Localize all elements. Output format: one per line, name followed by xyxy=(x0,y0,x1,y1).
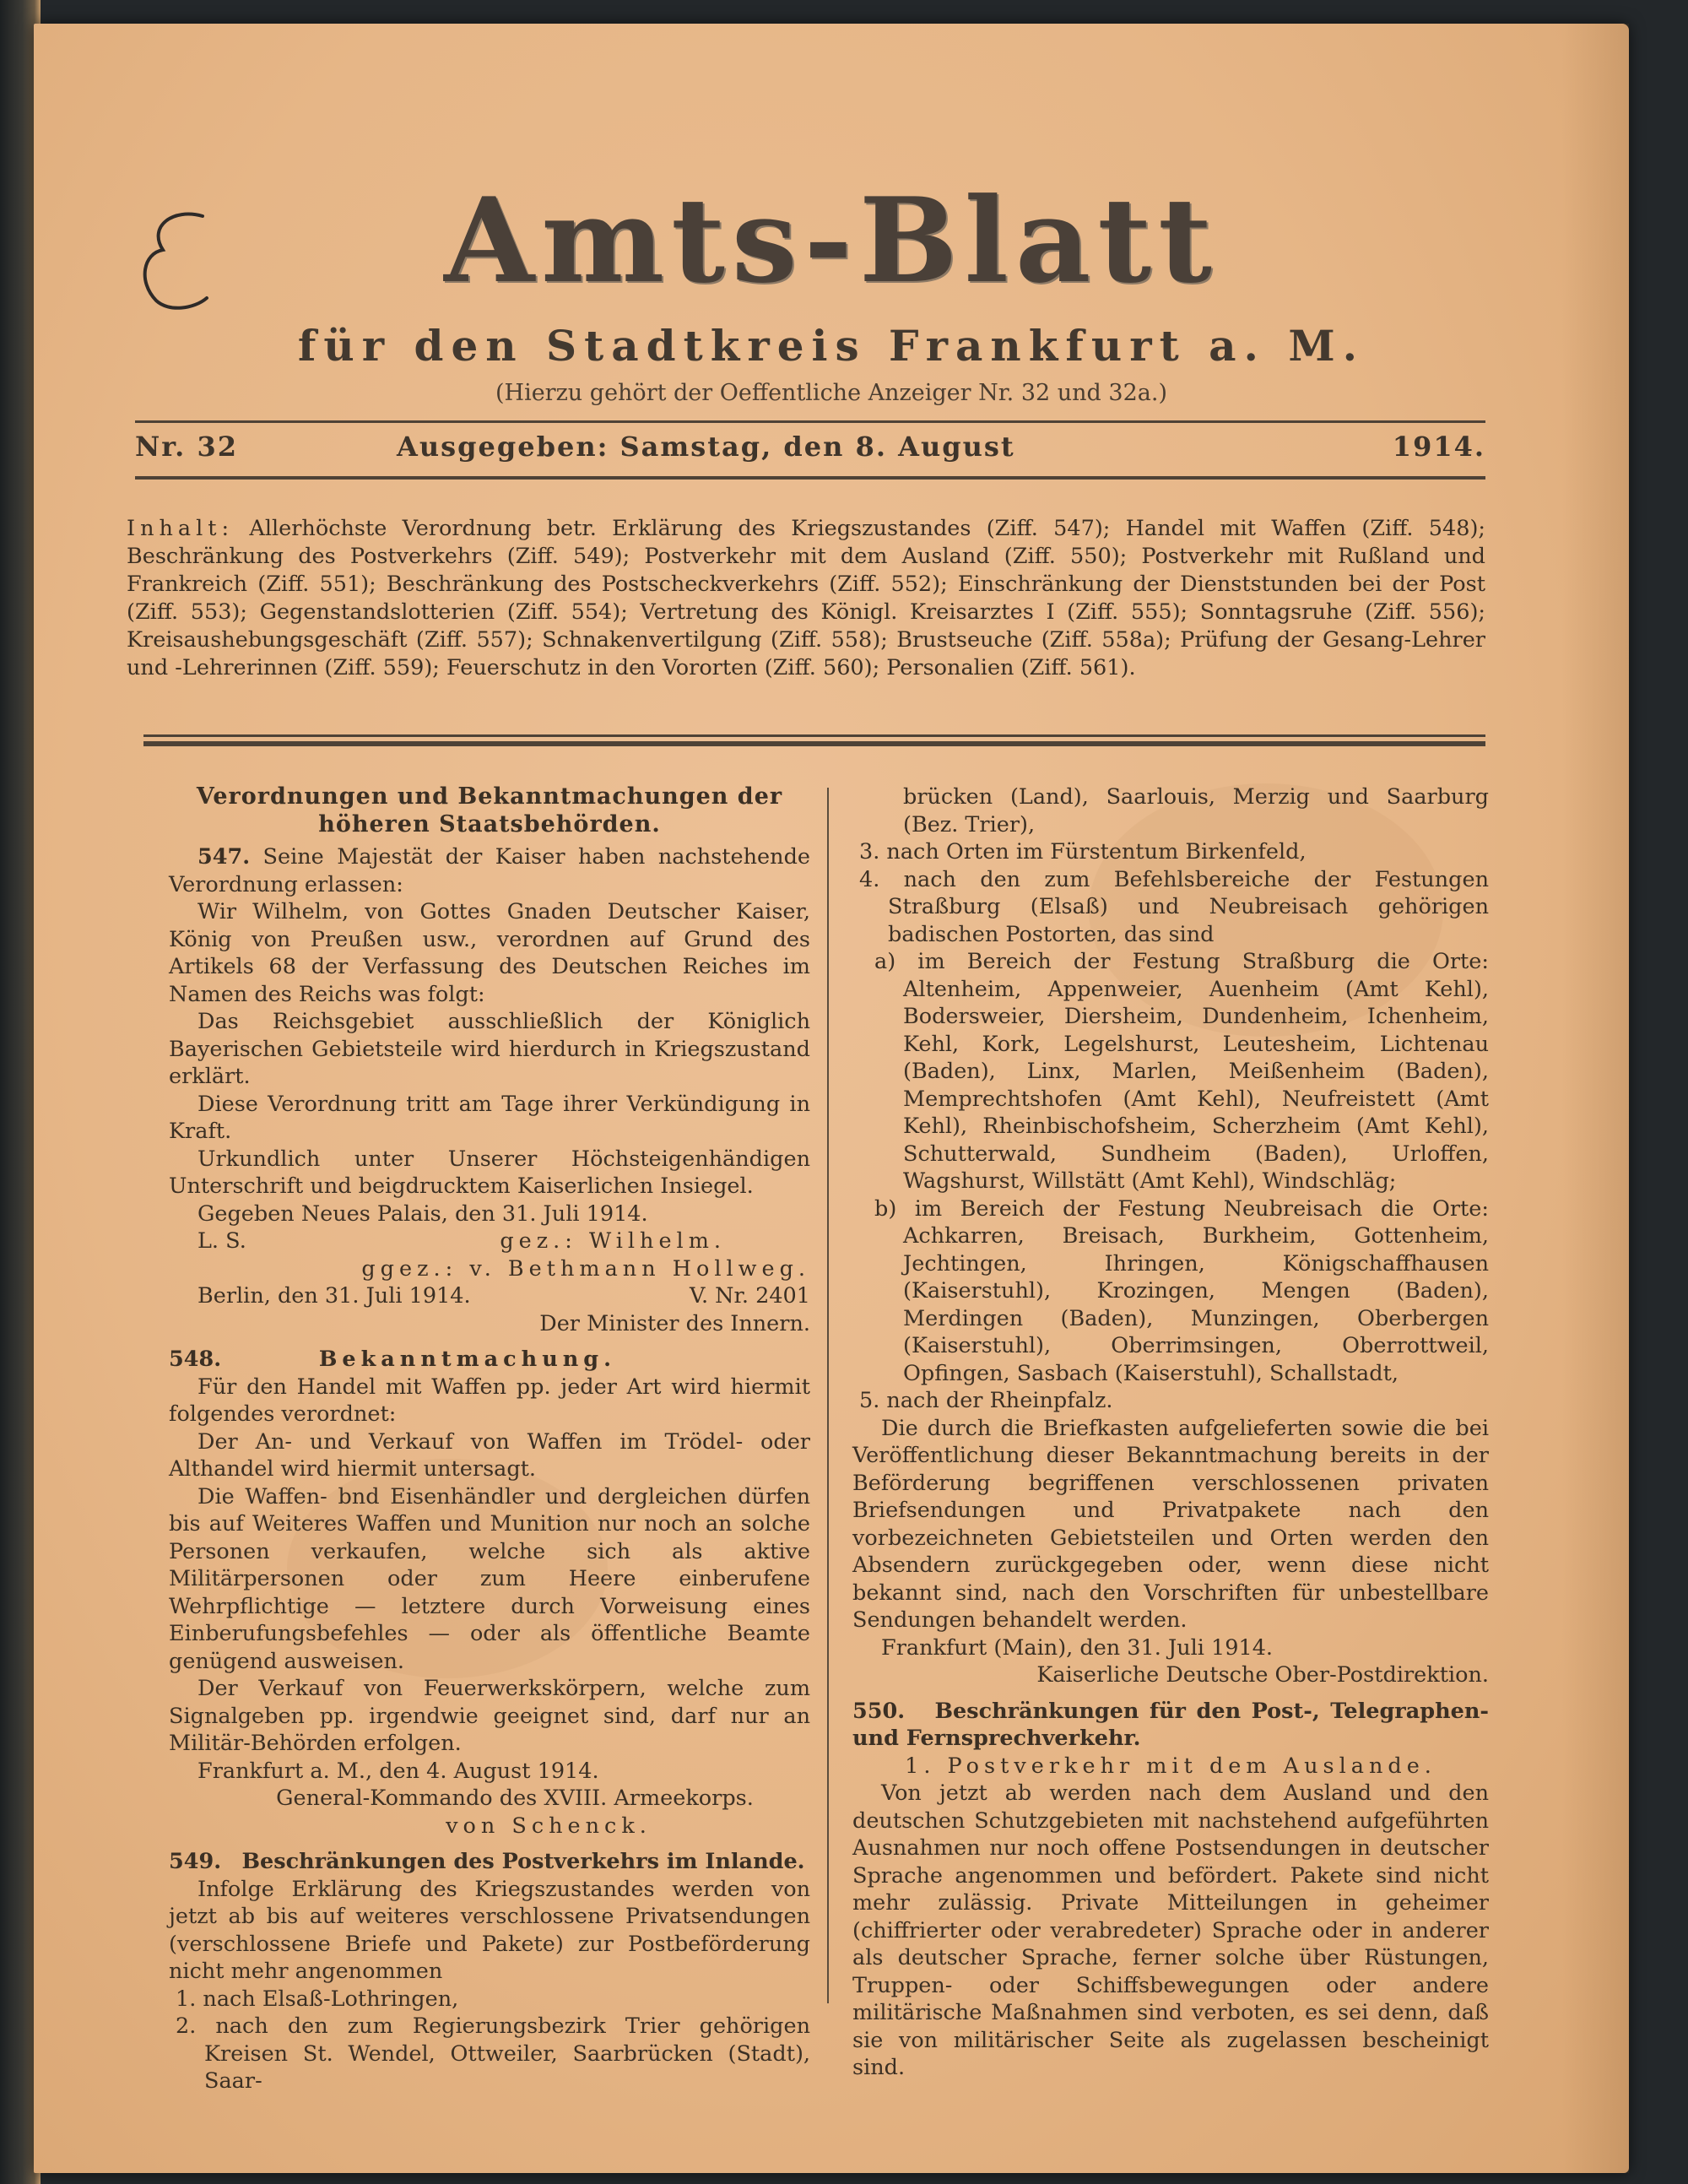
masthead-supplement-note: (Hierzu gehört der Oeffentliche Anzeiger Nr. 32 und 32a.) xyxy=(495,380,1167,406)
signature-row xyxy=(169,1282,810,1310)
header-rule-bottom xyxy=(135,476,1485,480)
place-date: Frankfurt (Main), den 31. Juli 1914. xyxy=(881,1634,1274,1661)
signature: von Schenck. xyxy=(446,1813,652,1839)
header-rule-top xyxy=(135,420,1485,423)
paragraph: Die Waffen- bnd Eisenhändler und dergleichen dürfen bis auf Weiteres Waffen und Munition nur noch an solche Personen verkaufen, welche sich als aktive Militärpersonen oder zum Heere einberufene Wehrpflichtige — letztere durch Vorweisung eines Einberufungsbefehles — oder als öffentliche Beamte genügend ausweisen. xyxy=(169,1483,810,1674)
sub-list-item: b) im Bereich der Festung Neubreisach die Orte: Achkarren, Breisach, Burkheim, Gottenheim, Jechtingen, Ihringen, Königschaffhausen (Kaiserstuhl), Krozingen, Mengen (Baden), Merdingen (Baden), Munzingen, Oberbergen (Kaiserstuhl), Oberrimsingen, Oberrottweil, Opfingen, Sasbach (Kaiserstuhl), Schallstadt, xyxy=(874,1195,1489,1386)
paragraph: Das Reichsgebiet ausschließlich der Königlich Bayerischen Gebietsteile wird hierdurch in Kriegszustand erklärt. xyxy=(169,1009,810,1089)
place-date: Frankfurt a. M., den 4. August 1914. xyxy=(197,1758,599,1784)
paragraph: Urkundlich unter Unserer Höchsteigenhändigen Unterschrift und beigdrucktem Kaiserlichen Insiegel. xyxy=(169,1146,810,1199)
notice-number: 548. xyxy=(169,1347,222,1372)
place-date: Berlin, den 31. Juli 1914. xyxy=(197,1283,471,1309)
masthead-title: Amts-Blatt xyxy=(444,171,1219,309)
paragraph: Diese Verordnung tritt am Tage ihrer Verkündigung in Kraft. xyxy=(169,1091,810,1144)
signature: Der Minister des Innern. xyxy=(539,1310,810,1336)
given-line: Gegeben Neues Palais, den 31. Juli 1914. xyxy=(197,1200,648,1227)
paragraph-547-intro xyxy=(169,843,810,898)
signature-row xyxy=(169,1227,810,1255)
sub-heading: 1. Postverkehr mit dem Auslande. xyxy=(905,1753,1436,1779)
notice-text: Seine Majestät der Kaiser haben nachstehende Verordnung erlassen: xyxy=(169,844,810,897)
list-item-continuation: brücken (Land), Saarlouis, Merzig und Saarburg (Bez. Trier), xyxy=(903,784,1489,837)
signature: General-Kommando des XVIII. Armeekorps. xyxy=(276,1786,754,1811)
issue-number: Nr. 32 xyxy=(135,431,238,463)
toc-text: Allerhöchste Verordnung betr. Erklärung des Kriegszustandes (Ziff. 547); Handel mit Waffen (Ziff. 548); Beschränkung des Postverkehrs (Ziff. 549); Postverkehr mit dem Ausland (Ziff. 550); Postverkehr mit Rußland und Frankreich (Ziff. 551); Beschränkung des Postscheckverkehrs (Ziff. 552); Einschränkung der Dienststunden bei der Post (Ziff. 553); Gegenstandslotterien (Ziff. 554); Vertretung des Königl. Kreisarztes I (Ziff. 555); Sonntagsruhe (Ziff. 556); Kreisaushebungsgeschäft (Ziff. 557); Schnakenvertilgung (Ziff. 558); Brustseuche (Ziff. 558a); Prüfung der Gesang-Lehrer und -Lehrerinnen (Ziff. 559); Feuerschutz in den Vororten (Ziff. 560); Personalien (Ziff. 561). xyxy=(127,516,1486,680)
list-item: 5. nach der Rheinpfalz. xyxy=(859,1388,1113,1413)
paragraph: Der An- und Verkauf von Waffen im Trödel- oder Althandel wird hiermit untersagt. xyxy=(169,1428,810,1482)
seal-mark: L. S. xyxy=(197,1228,246,1254)
notice-heading-row xyxy=(169,1848,810,1876)
reference-number: V. Nr. 2401 xyxy=(690,1283,810,1309)
left-column xyxy=(169,783,810,2095)
paragraph: Die durch die Briefkasten aufgelieferten sowie die bei Veröffentlichung dieser Bekanntmachung bereits in der Beförderung begriffenen verschlossenen privaten Briefsendungen und Privatpakete nach den vorbezeichneten Gebietsteilen und Orten werden den Absendern zurückgegeben oder, wenn diese nicht bekannt sind, nach den Vorschriften für unbestellbare Sendungen behandelt werden. xyxy=(852,1415,1489,1633)
masthead-subtitle: für den Stadtkreis Frankfurt a. M. xyxy=(297,321,1366,371)
section-heading: Verordnungen und Bekanntmachungen der höheren Staatsbehörden. xyxy=(196,783,783,837)
sub-list-item: a) im Bereich der Festung Straßburg die Orte: Altenheim, Appenweier, Auenheim (Amt Kehl), Bodersweier, Diersheim, Dundenheim, Ichenheim, Kehl, Kork, Legelshurst, Leutesheim, Lichtenau (Baden), Linx, Marlen, Meißenheim (Baden), Memprechtshofen (Amt Kehl), Neufreistett (Amt Kehl), Rheinbischofsheim, Scherzheim (Amt Kehl), Schutterwald, Sundheim (Baden), Urloffen, Wagshurst, Willstätt (Amt Kehl), Windschläg; xyxy=(874,949,1489,1194)
issue-info-bar xyxy=(135,431,1485,468)
table-of-contents xyxy=(127,515,1485,682)
signature: ggez.: v. Bethmann Hollweg. xyxy=(361,1255,810,1282)
signature: gez.: Wilhelm. xyxy=(500,1228,726,1254)
list-item: 3. nach Orten im Fürstentum Birkenfeld, xyxy=(859,839,1307,864)
paragraph: Der Verkauf von Feuerwerkskörpern, welche zum Signalgeben pp. irgendwie geeignet sind, darf nur an Militär-Behörden erfolgen. xyxy=(169,1676,810,1756)
list-item: 4. nach den zum Befehlsbereiche der Festungen Straßburg (Elsaß) und Neubreisach gehörigen badischen Postorten, das sind xyxy=(859,866,1489,947)
column-divider xyxy=(827,788,829,2003)
notice-number: 549. xyxy=(169,1849,222,1874)
issue-year: 1914. xyxy=(1392,431,1485,463)
paragraph: Von jetzt ab werden nach dem Ausland und den deutschen Schutzgebieten mit nachstehend aufgeführten Ausnahmen nur noch offene Postsendungen in deutscher Sprache angenommen und befördert. Pakete sind nicht mehr zulässig. Private Mitteilungen in geheimer (chiffrierter oder verabredeter) Sprache oder in anderer als deutscher Sprache, ferner solche über Rüstungen, Truppen- oder Schiffsbewegungen oder andere militärische Maßnahmen sind verboten, es sei denn, daß sie von militärischer Seite als zugelassen bescheinigt sind. xyxy=(852,1780,1489,2080)
paragraph: Infolge Erklärung des Kriegszustandes werden von jetzt ab bis auf weiteres verschlossene Privatsendungen (verschlossene Briefe und Pakete) zur Postbeförderung nicht mehr angenommen xyxy=(169,1876,810,1984)
notice-heading: Beschränkungen des Postverkehrs im Inlande. xyxy=(241,1849,805,1874)
notice-heading-row xyxy=(852,1698,1489,1753)
notice-heading: Bekanntmachung. xyxy=(318,1347,616,1372)
right-column xyxy=(852,783,1489,2082)
document-page xyxy=(34,24,1629,2173)
issue-date: Ausgegeben: Samstag, den 8. August xyxy=(397,431,1015,463)
paragraph: Für den Handel mit Waffen pp. jeder Art wird hiermit folgendes verordnet: xyxy=(169,1374,810,1427)
notice-number: 547. xyxy=(197,844,251,870)
list-item: 1. nach Elsaß-Lothringen, xyxy=(176,1986,459,2012)
notice-number: 550. xyxy=(852,1698,906,1724)
toc-rule-top xyxy=(143,734,1485,737)
toc-label: Inhalt: xyxy=(127,516,235,541)
list-item: 2. nach den zum Regierungsbezirk Trier gehörigen Kreisen St. Wendel, Ottweiler, Saarbrücken (Stadt), Saar- xyxy=(176,2013,810,2094)
notice-heading: Beschränkungen für den Post-, Telegraphen- und Fernsprechverkehr. xyxy=(852,1698,1489,1751)
notice-heading-row xyxy=(169,1346,810,1374)
signature: Kaiserliche Deutsche Ober-Postdirektion. xyxy=(1036,1662,1489,1688)
paragraph: Wir Wilhelm, von Gottes Gnaden Deutscher Kaiser, König von Preußen usw., verordnen auf Grund des Artikels 68 der Verfassung des Deutschen Reiches im Namen des Reichs was folgt: xyxy=(169,899,810,1007)
toc-rule-bottom xyxy=(143,741,1485,746)
